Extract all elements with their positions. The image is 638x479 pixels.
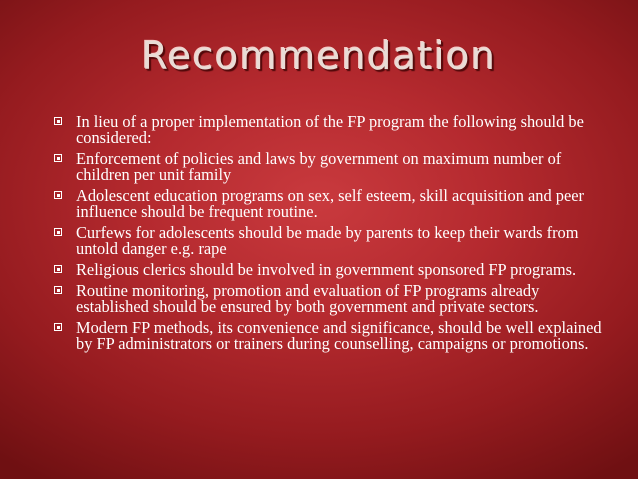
bullet-item: [52, 225, 612, 257]
square-bullet-icon: [54, 265, 62, 273]
square-bullet-icon: [54, 228, 62, 236]
bullet-item: [52, 320, 612, 352]
bullet-text: In lieu of a proper implementation of the FP program the following should be considered:: [76, 112, 584, 147]
bullet-text: Enforcement of policies and laws by government on maximum number of children per unit family: [76, 149, 562, 184]
bullet-item: [52, 283, 612, 315]
bullet-item: [52, 151, 612, 183]
square-bullet-icon: [54, 191, 62, 199]
bullet-text: Religious clerics should be involved in government sponsored FP programs.: [76, 260, 577, 279]
bullet-item: [52, 188, 612, 220]
bullet-list: [52, 114, 612, 357]
bullet-text: Modern FP methods, its convenience and significance, should be well explained by FP administrators or trainers during counselling, campaigns or promotions.: [76, 318, 602, 353]
bullet-text: Adolescent education programs on sex, self esteem, skill acquisition and peer influence should be frequent routine.: [76, 186, 584, 221]
bullet-text: Curfews for adolescents should be made by parents to keep their wards from untold danger e.g. rape: [76, 223, 579, 258]
bullet-text: Routine monitoring, promotion and evaluation of FP programs already established should be ensured by both government and private sectors.: [76, 281, 540, 316]
slide-title: Recommendation: [141, 34, 497, 78]
square-bullet-icon: [54, 117, 62, 125]
square-bullet-icon: [54, 286, 62, 294]
square-bullet-icon: [54, 154, 62, 162]
bullet-item: [52, 262, 612, 278]
bullet-item: [52, 114, 612, 146]
square-bullet-icon: [54, 323, 62, 331]
